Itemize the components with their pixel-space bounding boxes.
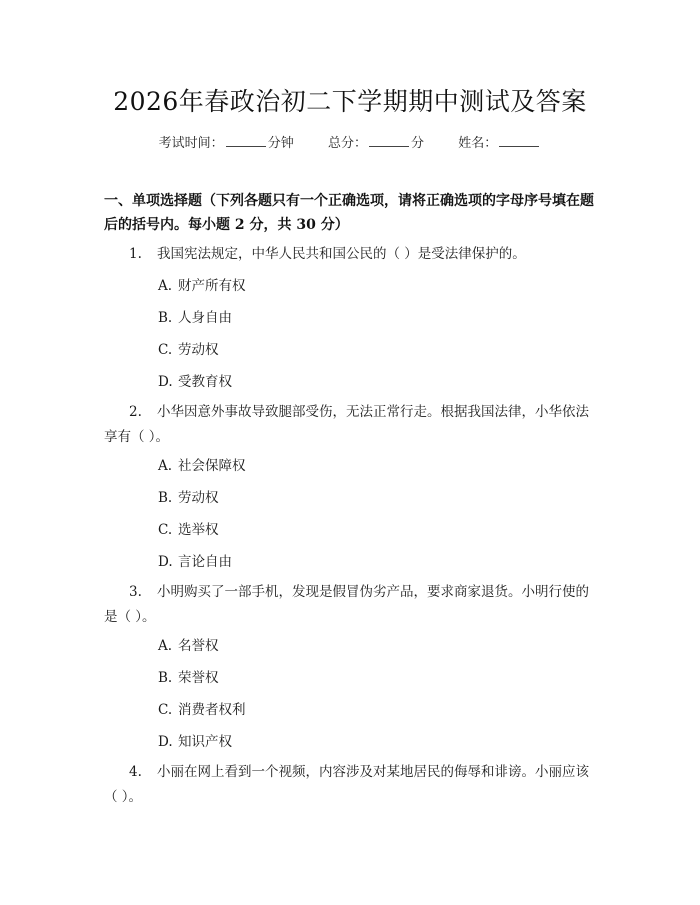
option-text: 劳动权 [178,342,219,358]
option-letter: C. [158,702,173,718]
option-text: 名誉权 [178,638,219,654]
question-3-option-c [158,700,246,720]
option-letter: D. [158,734,173,750]
page-title: 2026年春政治初二下学期期中测试及答案 [113,87,587,116]
option-letter: A. [158,638,173,654]
option-letter: B. [158,670,173,686]
option-letter: B. [158,310,173,326]
question-number: 4. [129,764,142,780]
section-heading: 一、单项选择题（下列各题只有一个正确选项，请将正确选项的字母序号填在题后的括号内。每小题 2 分，共 30 分） [104,193,594,233]
question-stem: 小华因意外事故导致腿部受伤，无法正常行走。根据我国法律，小华依法享有（ ）。 [104,404,589,445]
question-2-option-a [158,456,246,476]
option-letter: D. [158,374,173,390]
name-label: 姓名： [458,136,498,151]
option-letter: A. [158,458,173,474]
score-unit: 分 [411,136,425,151]
option-letter: C. [158,342,173,358]
option-text: 言论自由 [178,554,232,570]
time-blank [226,134,266,147]
option-text: 社会保障权 [178,458,246,474]
question-1 [104,242,600,267]
option-letter: B. [158,490,173,506]
question-stem: 小明购买了一部手机，发现是假冒伪劣产品，要求商家退货。小明行使的是（ ）。 [104,584,589,625]
option-text: 劳动权 [178,490,219,506]
name-blank [499,134,539,147]
option-text: 选举权 [178,522,219,538]
question-number: 2. [129,404,142,420]
question-2-option-d [158,552,232,572]
question-3 [104,580,600,630]
question-number: 3. [129,584,142,600]
question-2 [104,400,600,450]
question-2-option-c [158,520,219,540]
question-1-option-c [158,340,219,360]
option-letter: C. [158,522,173,538]
option-text: 财产所有权 [178,278,246,294]
question-2-option-b [158,488,219,508]
question-1-option-a [158,276,246,296]
question-3-option-a [158,636,219,656]
question-1-option-b [158,308,232,328]
option-text: 荣誉权 [178,670,219,686]
exam-info-line [0,132,700,151]
question-4 [104,760,600,810]
question-stem: 小丽在网上看到一个视频，内容涉及对某地居民的侮辱和诽谤。小丽应该（ ）。 [104,764,589,805]
option-letter: A. [158,278,173,294]
time-unit: 分钟 [267,136,294,151]
question-1-option-d [158,372,232,392]
question-3-option-b [158,668,219,688]
time-label: 考试时间： [158,136,224,151]
option-text: 人身自由 [178,310,232,326]
option-text: 消费者权利 [178,702,246,718]
option-letter: D. [158,554,173,570]
question-stem: 我国宪法规定，中华人民共和国公民的（ ）是受法律保护的。 [157,246,526,262]
question-3-option-d [158,732,232,752]
score-blank [369,134,409,147]
option-text: 知识产权 [178,734,232,750]
option-text: 受教育权 [178,374,232,390]
question-number: 1. [129,246,142,262]
score-label: 总分： [327,136,367,151]
